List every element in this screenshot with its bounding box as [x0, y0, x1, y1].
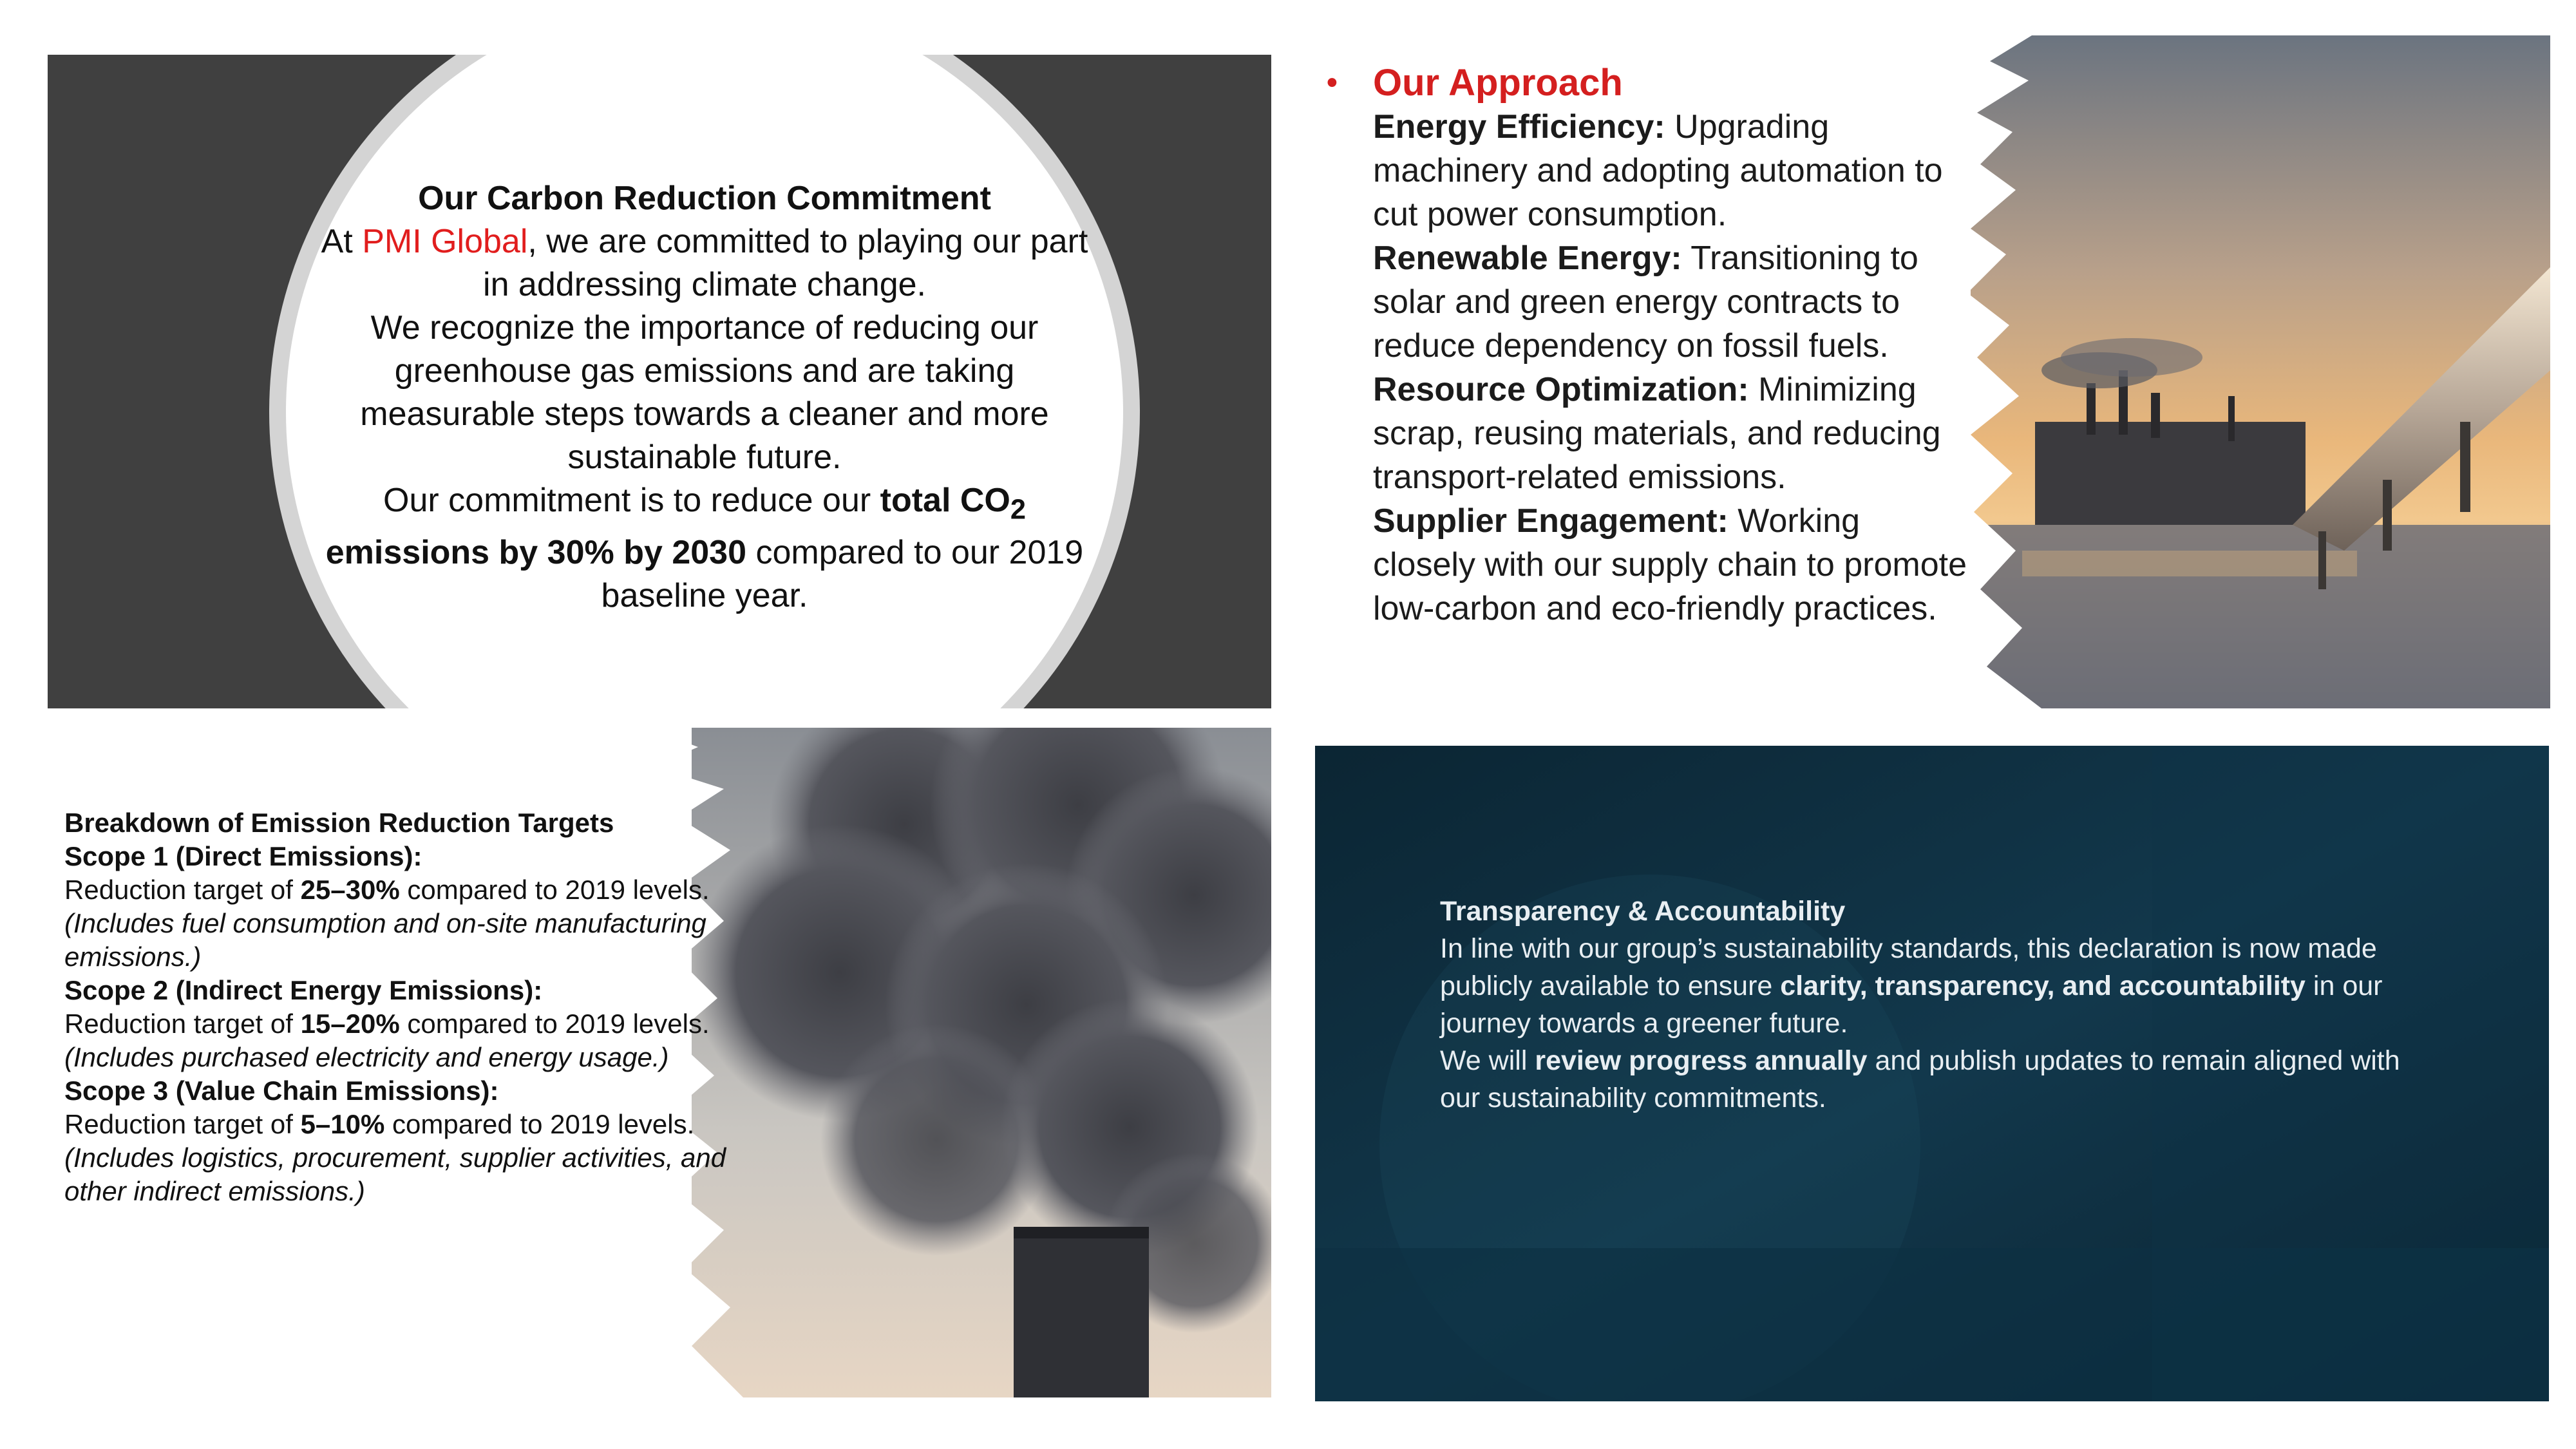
approach-item-text: Transitioning to solar and green energy contracts to reduce dependency on fossil fuels. — [1373, 240, 1918, 365]
brand-name: PMI Global — [362, 223, 528, 260]
approach-item — [1373, 499, 1971, 630]
approach-item-title: Energy Efficiency: — [1373, 108, 1665, 146]
scope-title: Scope 1 (Direct Emissions): — [64, 841, 422, 871]
breakdown-text — [64, 806, 773, 1208]
approach-item-title: Supplier Engagement: — [1373, 502, 1728, 540]
scope-target — [64, 1108, 773, 1141]
commitment-title: Our Carbon Reduction Commitment — [418, 180, 991, 217]
commitment-line3-pre: Our commitment is to reduce our — [383, 482, 880, 519]
scope-title: Scope 2 (Indirect Energy Emissions): — [64, 975, 543, 1005]
approach-item — [1373, 368, 1971, 499]
approach-text — [1327, 61, 1971, 630]
transparency-title: Transparency & Accountability — [1440, 896, 1846, 927]
commitment-paragraph-3 — [305, 479, 1104, 618]
approach-item-text: Working closely with our supply chain to promote low-carbon and eco-friendly practices. — [1373, 502, 1967, 627]
approach-panel — [1314, 35, 2550, 708]
scope-title: Scope 3 (Value Chain Emissions): — [64, 1075, 499, 1106]
transparency-panel — [1315, 746, 2549, 1401]
scope-note: (Includes purchased electricity and energy usage.) — [64, 1042, 669, 1072]
commitment-target-text: emissions by 30% by 2030 — [325, 534, 746, 572]
scope-target-pre: Reduction target of — [64, 1009, 301, 1039]
transparency-paragraph-1 — [1440, 930, 2445, 1042]
scope-target-post: compared to 2019 levels. — [399, 875, 710, 905]
commitment-co2-text: total CO — [880, 482, 1010, 519]
approach-item-title: Renewable Energy: — [1373, 240, 1682, 277]
scope-target — [64, 873, 773, 907]
scope-target-pre: Reduction target of — [64, 875, 301, 905]
approach-items — [1327, 105, 1971, 630]
commitment-paragraph-1 — [305, 220, 1104, 307]
approach-heading-row — [1327, 61, 1971, 105]
transparency-p2-post: and publish updates to remain aligned with our sustainability commitments. — [1440, 1045, 2400, 1113]
scope-target-post: compared to 2019 levels. — [384, 1109, 695, 1139]
scope-target — [64, 1007, 773, 1041]
approach-item — [1373, 236, 1971, 368]
transparency-p1-pre: In line with our group’s sustainability standards, this declaration is now made publicly available to ensure — [1440, 933, 2377, 1001]
breakdown-title: Breakdown of Emission Reduction Targets — [64, 808, 614, 838]
approach-item-text: Upgrading machinery and adopting automation to cut power consumption. — [1373, 108, 1943, 233]
approach-heading: Our Approach — [1373, 62, 1623, 104]
scope-target-post: compared to 2019 levels. — [399, 1009, 710, 1039]
scope-target-value: 15–20% — [300, 1009, 400, 1039]
approach-item — [1373, 105, 1971, 236]
commitment-line1-pre: At — [321, 223, 363, 260]
commitment-paragraph-2: We recognize the importance of reducing our greenhouse gas emissions and are taking measurable steps towards a cleaner and more sustainable future. — [360, 309, 1049, 476]
commitment-line3-post: compared to our 2019 baseline year. — [601, 534, 1084, 615]
transparency-p2-pre: We will — [1440, 1045, 1535, 1076]
scope-target-pre: Reduction target of — [64, 1109, 301, 1139]
transparency-p1-post: in our journey towards a greener future. — [1440, 971, 2383, 1039]
transparency-paragraph-2 — [1440, 1042, 2445, 1117]
transparency-p1-bold: clarity, transparency, and accountability — [1780, 971, 2306, 1001]
commitment-line1-post: , we are committed to playing our part in addressing climate change. — [483, 223, 1088, 303]
approach-item-title: Resource Optimization: — [1373, 371, 1749, 408]
transparency-p2-bold: review progress annually — [1535, 1045, 1868, 1076]
commitment-panel — [48, 55, 1271, 708]
scope-note: (Includes fuel consumption and on-site manufacturing emissions.) — [64, 908, 706, 972]
bullet-icon: • — [1327, 66, 1338, 100]
transparency-text — [1440, 893, 2445, 1117]
commitment-text — [305, 177, 1104, 618]
scope-note: (Includes logistics, procurement, supplier activities, and other indirect emissions.) — [64, 1142, 726, 1206]
scope-target-value: 5–10% — [300, 1109, 385, 1139]
scope-target-value: 25–30% — [300, 875, 400, 905]
approach-item-text: Minimizing scrap, reusing materials, and reducing transport-related emissions. — [1373, 371, 1941, 496]
breakdown-panel — [48, 728, 1271, 1397]
commitment-co2-subscript: 2 — [1010, 494, 1026, 526]
